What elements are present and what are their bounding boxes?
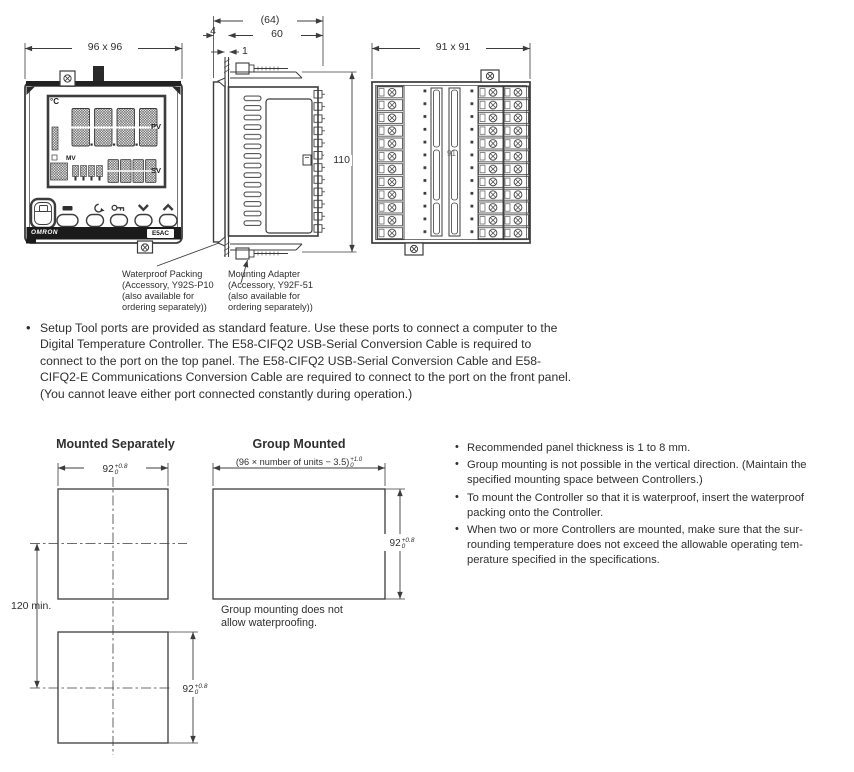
dim-sup: +0.8: [194, 682, 208, 690]
mode-key: [87, 215, 104, 227]
note-line: Digital Temperature Controller. The E58-CIFQ2 USB-Serial Conversion Cable is required to: [40, 337, 532, 352]
level-key-icon: [63, 206, 73, 211]
bullet-marker: •: [455, 523, 459, 536]
list-item: [455, 441, 854, 456]
side-depth-body-dim-label: 60: [253, 29, 301, 40]
side-height-dim-label: 110: [324, 155, 352, 166]
cutout-group-drawing: [213, 463, 405, 599]
note-line: specified mounting space between Controllers.): [467, 474, 703, 487]
temp-unit-indicator: °C: [50, 97, 59, 106]
separate-width-dim: [84, 460, 146, 477]
bullet-marker: •: [455, 458, 459, 471]
note-line: When two or more Controllers are mounted, make sure that the sur-: [467, 524, 803, 537]
dim-value: 92: [389, 538, 401, 549]
dim-sup: +0.8: [114, 462, 128, 470]
side-depth-total-dim-label: (64): [243, 15, 297, 26]
setup-port-door: [31, 199, 55, 228]
center-channels: [431, 88, 460, 236]
dim-sub: 0: [350, 462, 354, 469]
waterproof-packing-leader: [157, 243, 219, 266]
note-line: CIFQ2-E Communications Conversion Cable are required to connect to the port on the front panel.: [40, 370, 572, 385]
dim-value: 92: [102, 464, 114, 475]
mounting-notes-list: [455, 441, 854, 571]
cutout-separate-drawing: [30, 463, 198, 755]
note-line: Group mounting is not possible in the vertical direction. (Maintain the: [467, 459, 807, 472]
list-item: [455, 523, 854, 569]
note-line: Group mounting does not: [221, 604, 343, 616]
group-formula-dim: [205, 453, 393, 470]
back-center-dim-label: 91: [447, 149, 456, 158]
front-keys: [57, 204, 177, 226]
front-width-dim-label: 96 x 96: [72, 42, 138, 53]
dim-sub: 0: [194, 689, 199, 697]
callout-line: Waterproof Packing: [122, 269, 203, 279]
mounting-adapter-callout: [228, 269, 313, 313]
list-item: [455, 491, 854, 521]
group-height-dim: [378, 534, 426, 551]
terminal-block-left: [377, 86, 404, 240]
pv-label: PV: [151, 122, 162, 131]
down-key: [135, 215, 152, 227]
separate-spacing-dim: 120 min.: [11, 600, 52, 612]
callout-line: (also available for: [122, 291, 195, 301]
bullet-marker: •: [26, 320, 31, 335]
mv-label: MV: [66, 155, 76, 162]
down-key-icon: [139, 205, 148, 210]
up-key: [160, 215, 178, 227]
note-line: allow waterproofing.: [221, 617, 318, 630]
callout-line: (Accessory, Y92F-51: [228, 280, 313, 290]
dim-sub: 0: [401, 543, 406, 551]
side-panel-dim-label: 1: [242, 45, 248, 57]
setup-tool-note-text: [40, 320, 571, 402]
front-view-drawing: [25, 43, 182, 253]
terminal-block-right-outer: [503, 86, 529, 240]
note-line: perature specified in the specifications.: [467, 554, 660, 567]
dim-value: (96 × number of units − 3.5): [235, 457, 350, 467]
shift-key: [111, 215, 128, 227]
model-badge: E5AC: [147, 229, 174, 238]
sv-label: SV: [151, 166, 162, 175]
callout-line: ordering separately)): [228, 302, 313, 312]
mounted-separately-title: Mounted Separately: [56, 437, 175, 451]
dim-value: 92: [182, 684, 194, 695]
side-bezel-dim-label: 4: [210, 24, 216, 37]
separate-height-dim: [171, 680, 219, 697]
note-line: To mount the Controller so that it is waterproof, insert the waterproof: [467, 491, 805, 504]
group-mounted-title: Group Mounted: [252, 437, 346, 451]
callout-line: ordering separately)): [122, 302, 207, 312]
note-line: rounding temperature does not exceed the allowable operating tem-: [467, 539, 803, 552]
omron-logo: OMRON: [31, 229, 58, 236]
callout-line: (also available for: [228, 291, 301, 301]
terminal-block-right-inner: [478, 86, 504, 240]
callout-line: (Accessory, Y92S-P10: [122, 280, 214, 290]
note-line: Setup Tool ports are provided as standard feature. Use these ports to connect a computer to the: [40, 321, 558, 335]
level-key: [57, 215, 78, 227]
dim-sub: 0: [114, 469, 119, 477]
side-view-drawing: [157, 16, 357, 283]
mode-key-icon: [95, 204, 105, 212]
shift-key-icon: [112, 205, 124, 211]
note-line: Recommended panel thickness is 1 to 8 mm.: [467, 442, 691, 454]
note-line: connect to the port on the top panel. The E58-CIFQ2 USB-Serial Conversion Cable and E58-: [40, 353, 542, 368]
callout-line: Mounting Adapter: [228, 269, 301, 279]
waterproof-packing-callout: [122, 269, 214, 313]
note-line: (You cannot leave either port connected constantly during operation.): [40, 386, 413, 401]
back-size-dim-label: 91 x 91: [420, 42, 486, 53]
list-item: [455, 458, 854, 488]
dim-sup: +0.8: [401, 536, 415, 544]
bullet-marker: •: [455, 490, 459, 503]
group-mounting-note: [221, 604, 343, 630]
bullet-marker: •: [455, 441, 459, 453]
up-key-icon: [164, 205, 173, 210]
note-line: packing onto the Controller.: [467, 506, 604, 519]
dim-sup: +1.0: [350, 456, 363, 463]
setup-tool-note: [26, 320, 571, 402]
